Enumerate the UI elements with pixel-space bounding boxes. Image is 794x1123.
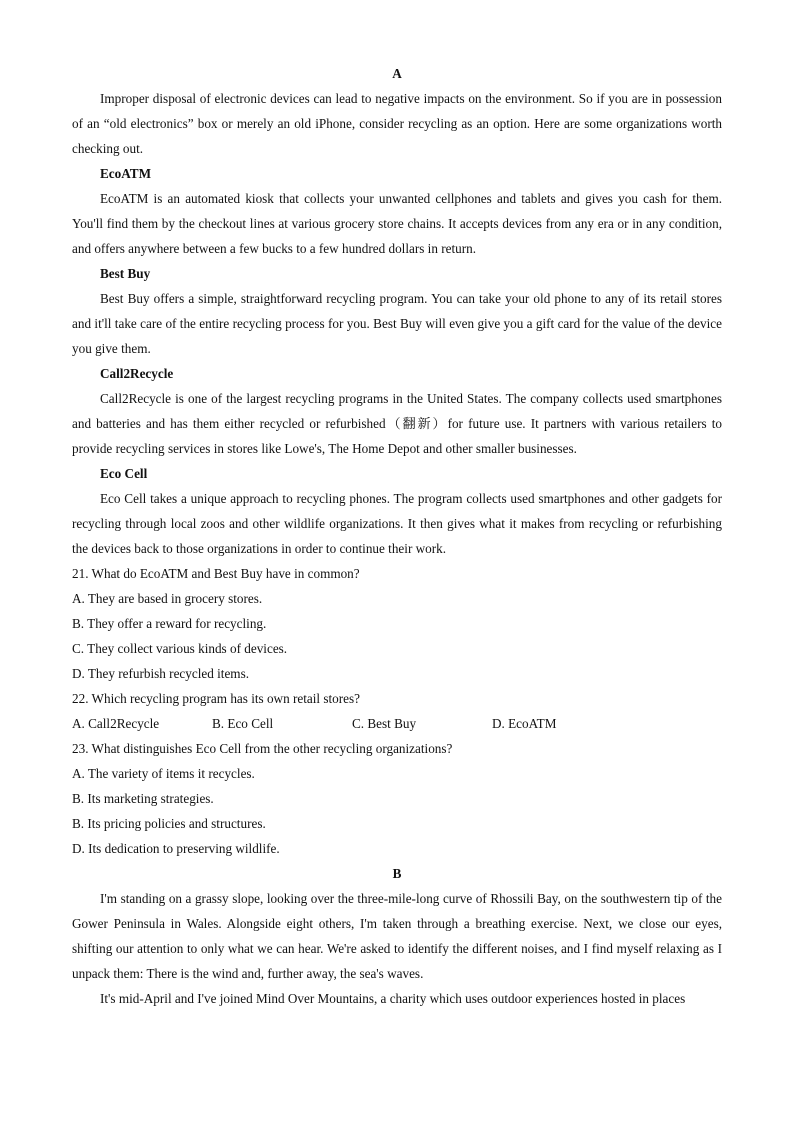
- question-21-option-c: C. They collect various kinds of devices.: [72, 641, 288, 656]
- section-b-paragraph-2: It's mid-April and I've joined Mind Over Mountains, a charity which uses outdoor experiences hosted in places: [100, 991, 686, 1006]
- exam-page: [72, 61, 722, 1011]
- section-b-paragraph-1: I'm standing on a grassy slope, looking over the three-mile-long curve of Rhossili Bay, on the southwestern tip of the Gower Peninsula in Wales. Alongside eight others, I'm taken through a breathing exercise. Next, we close our eyes, shifting our attention to only what we can hear. We're asked to identify the different noises, and I find myself relaxing as I unpack them: There is the wind and, further away, the sea's waves.: [72, 891, 722, 981]
- question-22: 22. Which recycling program has its own retail stores?: [72, 691, 360, 706]
- org-heading-call2recycle: Call2Recycle: [100, 366, 174, 381]
- question-23-option-c: B. Its pricing policies and structures.: [72, 816, 266, 831]
- question-23-option-b: B. Its marketing strategies.: [72, 791, 214, 806]
- question-23-option-d: D. Its dedication to preserving wildlife.: [72, 841, 280, 856]
- org-paragraph-call2recycle: Call2Recycle is one of the largest recycling programs in the United States. The company collects used smartphones and batteries and has them either recycled or refurbished（翻新）for future use. It partners with various retailers to provide recycling services in stores like Lowe's, The Home Depot and other smaller businesses.: [72, 391, 722, 456]
- question-22-option-a: A. Call2Recycle: [72, 716, 160, 731]
- question-21-option-d: D. They refurbish recycled items.: [72, 666, 249, 681]
- question-21: 21. What do EcoATM and Best Buy have in common?: [72, 566, 360, 581]
- question-21-option-b: B. They offer a reward for recycling.: [72, 616, 267, 631]
- org-heading-best-buy: Best Buy: [100, 266, 151, 281]
- org-paragraph-eco-cell: Eco Cell takes a unique approach to recycling phones. The program collects used smartphones and other gadgets for recycling through local zoos and other wildlife organizations. It then gives what it makes from recycling or refurbishing the devices back to those organizations in order to continue their work.: [72, 491, 722, 556]
- question-22-option-b: B. Eco Cell: [212, 716, 274, 731]
- question-22-options: [72, 711, 722, 736]
- question-22-option-c: C. Best Buy: [352, 716, 417, 731]
- section-b-title: B: [392, 866, 402, 881]
- question-21-option-a: A. They are based in grocery stores.: [72, 591, 263, 606]
- intro-paragraph: Improper disposal of electronic devices can lead to negative impacts on the environment. So if you are in possession of an “old electronics” box or merely an old iPhone, consider recycling as an option. Here are some organizations worth checking out.: [72, 91, 722, 156]
- question-23: 23. What distinguishes Eco Cell from the other recycling organizations?: [72, 741, 453, 756]
- section-a-title: A: [392, 66, 402, 81]
- question-22-option-d: D. EcoATM: [492, 716, 557, 731]
- org-paragraph-best-buy: Best Buy offers a simple, straightforward recycling program. You can take your old phone to any of its retail stores and it'll take care of the entire recycling process for you. Best Buy will even give you a gift card for the value of the device you give them.: [72, 291, 722, 356]
- org-heading-eco-cell: Eco Cell: [100, 466, 148, 481]
- org-paragraph-ecoatm: EcoATM is an automated kiosk that collects your unwanted cellphones and tablets and gives you cash for them. You'll find them by the checkout lines at various grocery store chains. It accepts devices from any era or in any condition, and offers anywhere between a few bucks to a few hundred dollars in return.: [72, 191, 722, 256]
- org-heading-ecoatm: EcoATM: [100, 166, 152, 181]
- question-23-option-a: A. The variety of items it recycles.: [72, 766, 255, 781]
